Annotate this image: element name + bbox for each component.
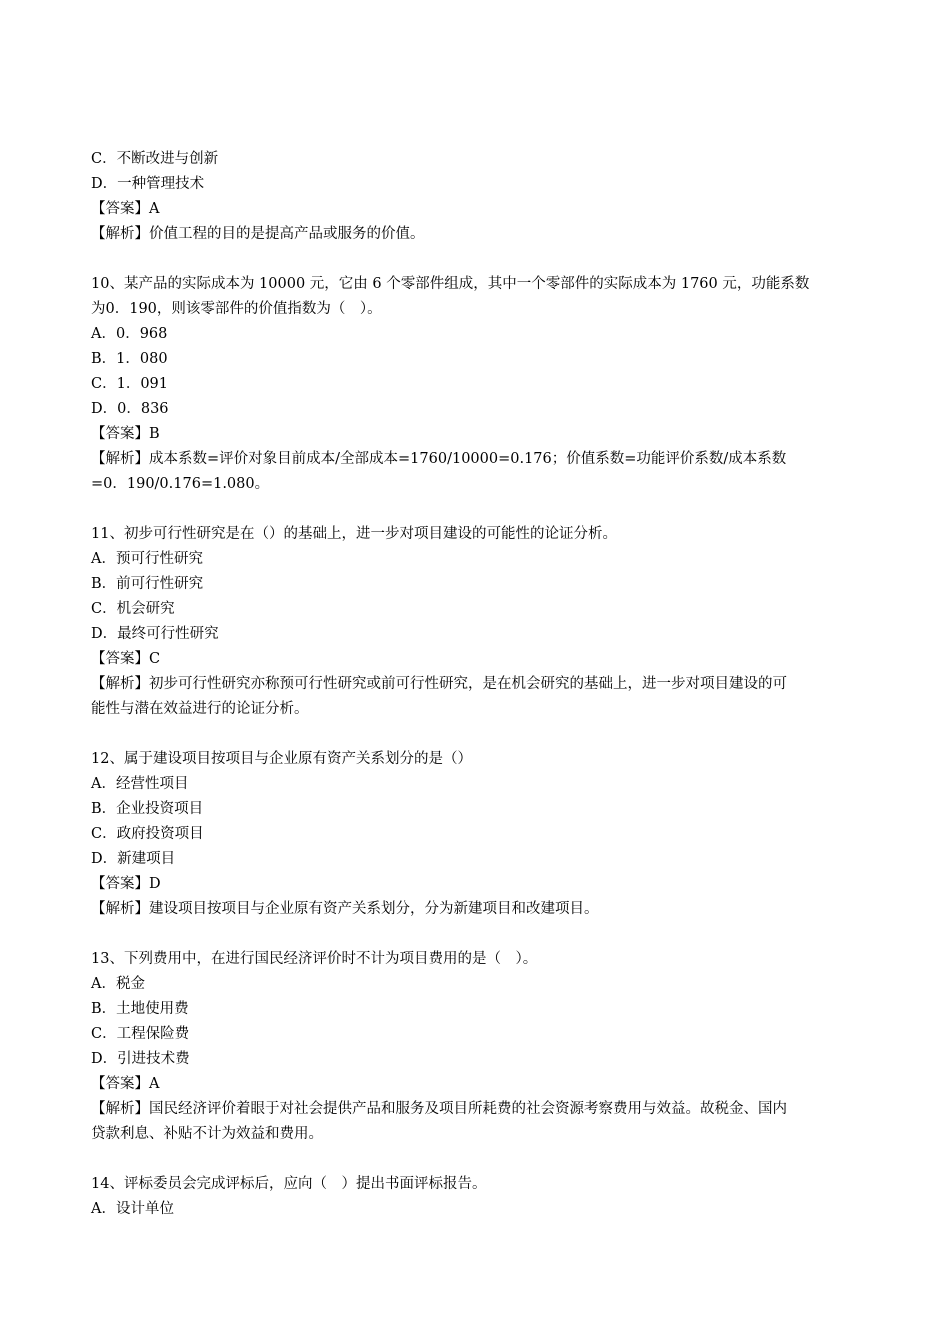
answer: 【答案】A: [91, 201, 160, 217]
option-c: C．不断改进与创新: [91, 151, 219, 167]
answer: 【答案】A: [91, 1076, 160, 1092]
option-d: D．引进技术费: [91, 1051, 190, 1067]
option-c: C．机会研究: [91, 601, 175, 617]
spacer: [91, 247, 861, 272]
option-d: D．一种管理技术: [91, 176, 205, 192]
document-page: [91, 147, 861, 1222]
analysis-line-2: 贷款利息、补贴不计为效益和费用。: [91, 1126, 323, 1142]
answer: 【答案】D: [91, 876, 161, 892]
option-c: C．工程保险费: [91, 1026, 190, 1042]
option-a: A．预可行性研究: [91, 551, 203, 567]
analysis-line-1: 【解析】初步可行性研究亦称预可行性研究或前可行性研究，是在机会研究的基础上，进一步对项目建设的可: [91, 676, 787, 692]
option-d: D．新建项目: [91, 851, 176, 867]
question-14-stem: 14、评标委员会完成评标后，应向（ ）提出书面评标报告。: [91, 1176, 487, 1192]
option-d: D．0．836: [91, 401, 169, 417]
analysis-line-1: 【解析】成本系数=评价对象目前成本/全部成本=1760/10000=0.176；价值系数=功能评价系数/成本系数: [91, 451, 787, 467]
option-c: C．政府投资项目: [91, 826, 204, 842]
spacer: [91, 922, 861, 947]
analysis: 【解析】建设项目按项目与企业原有资产关系划分，分为新建项目和改建项目。: [91, 901, 599, 917]
analysis-line-1: 【解析】国民经济评价着眼于对社会提供产品和服务及项目所耗费的社会资源考察费用与效益。故税金、国内: [91, 1101, 787, 1117]
spacer: [91, 1147, 861, 1172]
option-a: A．税金: [91, 976, 145, 992]
answer: 【答案】B: [91, 426, 160, 442]
option-b: B．土地使用费: [91, 1001, 189, 1017]
option-a: A．经营性项目: [91, 776, 189, 792]
question-12-stem: 12、属于建设项目按项目与企业原有资产关系划分的是（）: [91, 751, 472, 767]
option-a: A．0．968: [91, 326, 168, 342]
option-b: B．1．080: [91, 351, 168, 367]
option-a: A．设计单位: [91, 1201, 174, 1217]
option-b: B．企业投资项目: [91, 801, 204, 817]
question-11-stem: 11、初步可行性研究是在（）的基础上，进一步对项目建设的可能性的论证分析。: [91, 526, 617, 542]
question-10-stem-line-1: 10、某产品的实际成本为 10000 元，它由 6 个零部件组成，其中一个零部件的实际成本为 1760 元，功能系数: [91, 276, 810, 292]
question-13-stem: 13、下列费用中，在进行国民经济评价时不计为项目费用的是（ ）。: [91, 951, 538, 967]
analysis-line-2: 能性与潜在效益进行的论证分析。: [91, 701, 309, 717]
analysis-line-2: =0．190/0.176=1.080。: [91, 476, 270, 492]
option-c: C．1．091: [91, 376, 168, 392]
spacer: [91, 722, 861, 747]
question-10-stem-line-2: 为0．190，则该零部件的价值指数为（ ）。: [91, 301, 382, 317]
spacer: [91, 497, 861, 522]
option-b: B．前可行性研究: [91, 576, 204, 592]
analysis: 【解析】价值工程的目的是提高产品或服务的价值。: [91, 226, 425, 242]
answer: 【答案】C: [91, 651, 161, 667]
option-d: D．最终可行性研究: [91, 626, 219, 642]
